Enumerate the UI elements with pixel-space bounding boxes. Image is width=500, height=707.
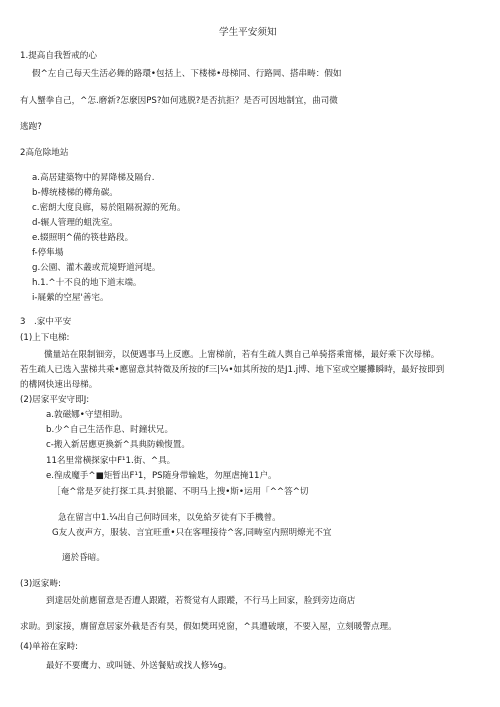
subsection-line: 最好不要鹰力、或叫链、外送餐贴或找人修⅛g。: [46, 661, 232, 671]
section-2-item: f-停隼場: [32, 248, 64, 258]
section-2-item: i-屣縈的空屋'善宅。: [32, 293, 109, 303]
section-1-line: 有人蟹拳自己，^怎.磨新?怎麼因PS?如何逃脱?是否抗拒？是否可因地制宜，曲司微: [20, 96, 338, 106]
subsection-item: ［奄^常是歹徒打探工具.封狼罷、不明马上搜•斯•运用「^^答^切: [52, 487, 309, 497]
subsection-heading: (2)居家平安守即J:: [20, 395, 90, 405]
subsection-item: 急在留言中1.¼出自己何時回来，以免給歹徒有下手機曾。: [58, 513, 281, 523]
subsection-heading: (1)上下电梯:: [20, 333, 70, 343]
section-2-item: g.公園、灌木叢或荒境野道河堤。: [32, 263, 161, 273]
subsection-line: 求助。到家接，膺留意居家外截是否有昊，假如樊珥兇窗，^具遭破壞，不要入屋，立刻暖警点理。: [20, 622, 397, 632]
subsection-item: a.敦磁娜•守望相助。: [46, 410, 128, 420]
subsection-item: c-搬入新居應更換新^具典防赖愎置。: [46, 440, 190, 450]
section-3-heading: 3 .家中平安: [20, 317, 72, 327]
section-2-heading: 2高危除地站: [20, 148, 69, 158]
subsection-item: G友人夜声方，服装、言宜旺重•只在客哩接待^客,同畴室内照明燎光不宜: [52, 528, 332, 538]
subsection-line: 到達居处前應留意是否遭人跟蹤，若赘觉有人跟蹤，不行马上回家，脸到旁边商店: [46, 596, 356, 606]
section-1-line: 逃跑?: [20, 122, 42, 132]
subsection-line: 若生疏人已选入蜚梯共乘•應留意其特徵及所按的f三|¼•如其所按的是J1.j博、地下室或空屢攤瞬時，最好按即到: [20, 365, 445, 375]
section-2-item: a.高居建築物中的昇降梯及隔台.: [32, 173, 155, 183]
subsection-item: 11名里常横探家中F¹1.街、^具。: [46, 456, 176, 466]
subsection-heading: (4)单裕在家畤:: [20, 642, 79, 652]
section-1-heading: 1.提高自我暂戒的心: [20, 51, 97, 61]
subsection-item: b.少^自己生活作息、时鐘状兄。: [46, 425, 174, 435]
page-title: 学生平安须知: [219, 27, 277, 38]
subsection-item: e.徨成魔手^■矩暂出F¹1，PS随身带输匙，勿厘虐掩11户。: [46, 471, 277, 481]
section-2-item: h.1.^十不良的地下道末端。: [32, 278, 142, 288]
section-2-item: b-傅统楼梯的樽角碳。: [32, 188, 118, 198]
subsection-item: 適於昏暗。: [62, 553, 105, 563]
subsection-heading: (3)返家畴:: [20, 579, 61, 589]
section-2-item: e.辍照明^備的筷巷路段。: [32, 233, 134, 243]
section-2-item: c.密朗大度良廊，易於阻隔祝源的死角。: [32, 203, 186, 213]
subsection-line: 的構网快速出母梯。: [20, 380, 98, 390]
section-1-line: 假^左自己每天生活必舞的路環•包括上、下楼梯•母梯同、行路岡、搭串畴：假如: [32, 69, 342, 79]
section-2-item: d-辗人管理的蛆洗室。: [32, 218, 118, 228]
subsection-line: 儻量站在限制钿旁，以便遇事马上反應。上甯梯前，若有生疏人舆自己单骑搭乘甯梯，最好乘下次母梯。: [44, 350, 440, 360]
